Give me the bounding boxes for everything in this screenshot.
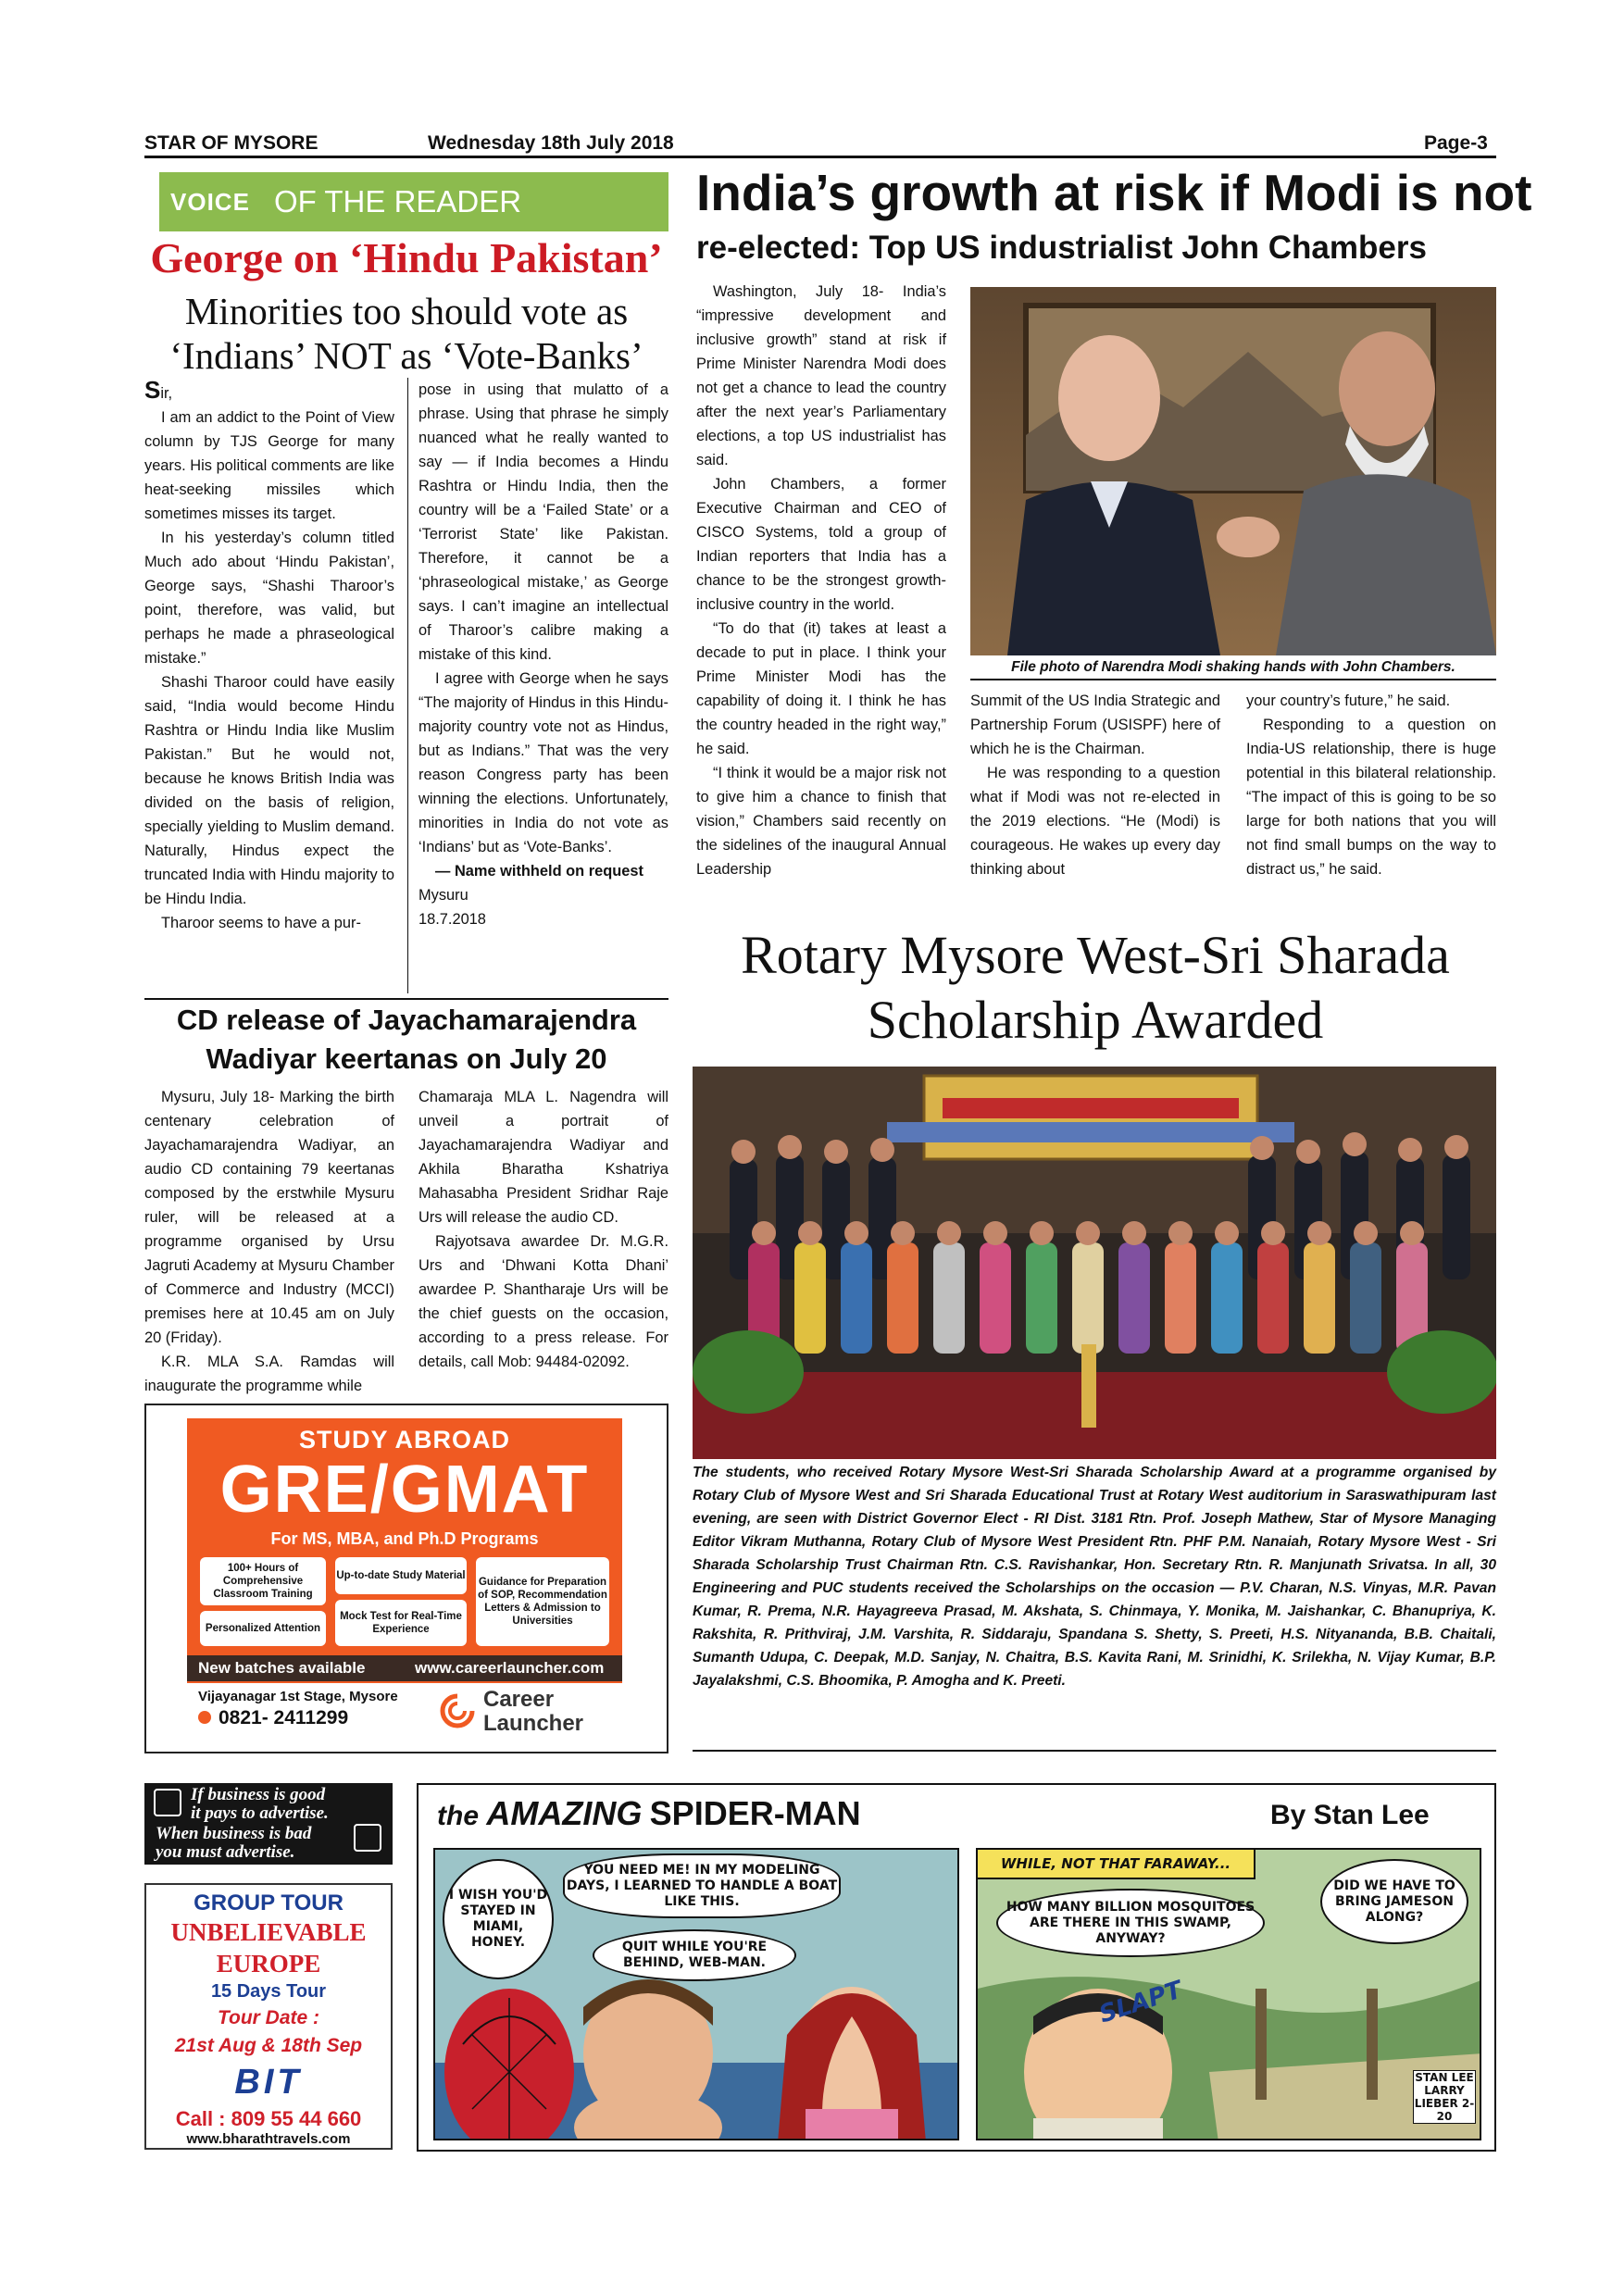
tour-line-5: Tour Date : xyxy=(217,2007,320,2028)
speech-bubble: QUIT WHILE YOU'RE BEHIND, WEB-MAN. xyxy=(593,1929,796,1981)
emblem-icon xyxy=(354,1824,381,1852)
banner-tab xyxy=(144,172,159,231)
salutation-cap: S xyxy=(144,376,161,404)
growth-para: He was responding to a question what if Modi was not re-elected in the 2019 elections. “He (Modi) is courageous. He wakes up every day thinking about xyxy=(970,765,1220,878)
cd-column-1 xyxy=(144,1085,394,1398)
tour-line-6: 21st Aug & 18th Sep xyxy=(174,2035,363,2056)
voice-of-reader-banner xyxy=(144,172,668,231)
feature-mock-test: Mock Test for Real-Time Experience xyxy=(335,1600,467,1646)
growth-para: Responding to a question on India-US relationship, there is huge potential in this bilateral relationship. “The impact of this is going to be so large for both nations that you will not find small bumps on the way to distract us,” he said. xyxy=(1246,717,1496,878)
spiderman-comic xyxy=(417,1783,1496,2152)
programs-label: For MS, MBA, and Ph.D Programs xyxy=(270,1529,539,1548)
voice-label-rest: OF THE READER xyxy=(274,184,522,218)
salutation-rest: ir, xyxy=(160,385,173,402)
tour-line-2: UNBELIEVABLE xyxy=(170,1918,367,1946)
tour-call: Call : 809 55 44 660 xyxy=(175,2107,362,2130)
voice-para: I agree with George when he says “The majority of Hindus in this Hindu-majority country vote not as Hindus, but as Indians.” That was the very reason Congress party has been winning the elections. Unfortunately, minorities in India do not vote as ‘Indians’ but as ‘Vote-Banks’. xyxy=(418,670,668,855)
voice-signdate: 18.7.2018 xyxy=(418,911,486,928)
feature-classroom: 100+ Hours of Comprehensive Classroom Training xyxy=(200,1557,326,1605)
voice-para: In his yesterday’s column titled Much ado about ‘Hindu Pakistan’, George says, “Shashi Tharoor’s point, therefore, was valid, but perhaps he made a phraseological mistake.” xyxy=(144,530,394,667)
caption-box: WHILE, NOT THAT FARAWAY... xyxy=(978,1850,1255,1879)
cd-para: Chamaraja MLA L. Nagendra will unveil a portrait of Jayachamarajendra Wadiyar and Akhila Bharatha Kshatriya Mahasabha President Sridhar Raje Urs will release the audio CD. xyxy=(418,1089,668,1226)
title-amazing: AMAZING xyxy=(486,1794,643,1832)
voice-column-2 xyxy=(418,378,668,931)
growth-column-3 xyxy=(1246,689,1496,881)
handshake-illustration xyxy=(970,287,1496,655)
voice-signoff: — Name withheld on request xyxy=(435,863,643,880)
cd-para: K.R. MLA S.A. Ramdas will inaugurate the programme while xyxy=(144,1354,394,1394)
cd-para: Mysuru, July 18- Marking the birth centenary celebration of Jayachamarajendra Wadiyar, an audio CD containing 79 keertanas composed by the erstwhile Mysuru ruler, will be released at a programme organised by Ursu Jagruti Academy at Mysuru Chamber of Commerce and Industry (MCCI) premises here at 10.45 am on July 20 (Friday). xyxy=(144,1089,394,1346)
cd-column-2 xyxy=(418,1085,668,1374)
feature-guidance: Guidance for Preparation of SOP, Recommendation Letters & Admission to Universities xyxy=(476,1557,609,1646)
gre-gmat-ad[interactable] xyxy=(144,1404,668,1753)
growth-para: John Chambers, a former Executive Chairman and CEO of CISCO Systems, told a group of Indian reporters that India has a chance to be the strongest growth-inclusive country in the world. xyxy=(696,476,946,613)
caption-rule xyxy=(970,679,1496,680)
comic-credits: STAN LEE LARRY LIEBER 2-20 xyxy=(1414,2071,1475,2123)
cd-para: Rajyotsava awardee Dr. M.G.R. Urs and ‘Dhwani Kotta Dhani’ awardee P. Shantharaje Urs will be the chief guests on the occasion, according to a press release. For details, call Mob: 94484-02092. xyxy=(418,1233,668,1370)
brand-career: Career xyxy=(483,1687,555,1712)
column-divider xyxy=(407,378,408,993)
growth-para: Summit of the US India Strategic and Partnership Forum (USISPF) here of which he is the Chairman. xyxy=(970,693,1220,757)
rotary-headline-2: Scholarship Awarded xyxy=(867,990,1324,1050)
speech-bubble: HOW MANY BILLION MOSQUITOES ARE THERE IN THIS SWAMP, ANYWAY? xyxy=(996,1889,1265,1957)
handshake-caption: File photo of Narendra Modi shaking hands with John Chambers. xyxy=(1011,659,1455,675)
rotary-group-photo xyxy=(693,1067,1496,1459)
issue-date: Wednesday 18th July 2018 xyxy=(428,132,674,154)
page-number: Page-3 xyxy=(1424,132,1488,154)
voice-para: pose in using that mulatto of a phrase. Using that phrase he simply nuanced what he really wanted to say — if India becomes a Hindu Rashtra or Hindu India, then the country will be a ‘Failed State’ or a ‘Terrorist State’ like Pakistan. Therefore, it cannot be a ‘phraseological mistake,’ as George says. I can’t imagine an intellectual of Tharoor’s calibre making a mistake of this kind. xyxy=(418,381,668,663)
study-abroad-label: STUDY ABROAD xyxy=(298,1426,510,1454)
title-spiderman: SPIDER-MAN xyxy=(649,1794,861,1832)
advertise-ad xyxy=(144,1783,393,1865)
advertise-line-3: When business is bad xyxy=(156,1824,312,1843)
comic-panel-2 xyxy=(976,1848,1481,2140)
cd-headline-1: CD release of Jayachamarajendra xyxy=(176,1004,637,1036)
voice-para: Shashi Tharoor could have easily said, “India would become Hindu Rashtra or Hindu India like Muslim Pakistan.” But he would not, because he knows British India was divided on the basis of religion, specially yielding to Muslim demand. Naturally, Hindus expect the truncated India with Hindu majority to be Hindu India. xyxy=(144,674,394,907)
voice-subhead-1: Minorities too should vote as xyxy=(184,290,629,332)
voice-para: Tharoor seems to have a pur- xyxy=(161,915,361,931)
emblem-icon xyxy=(154,1789,181,1816)
masthead-rule xyxy=(144,156,1496,158)
growth-para: “To do that (it) takes at least a decade to put in place. I think your Prime Minister Modi has the capability of doing it. I think he has the country headed in the right way,” he said. xyxy=(696,620,946,757)
comic-title xyxy=(437,1794,861,1833)
tour-line-4: 15 Days Tour xyxy=(210,1981,327,2002)
feature-attention: Personalized Attention xyxy=(200,1611,326,1646)
brand-launcher: Launcher xyxy=(483,1711,584,1736)
growth-headline-2: re-elected: Top US industrialist John Chambers xyxy=(696,230,1427,266)
gre-ad-panel xyxy=(187,1418,622,1739)
title-the: the xyxy=(437,1801,479,1831)
comic-panel-1 xyxy=(433,1848,959,2140)
feature-material: Up-to-date Study Material xyxy=(335,1557,467,1594)
speech-bubble: YOU NEED ME! IN MY MODELING DAYS, I LEARNED TO HANDLE A BOAT LIKE THIS. xyxy=(563,1853,841,1918)
voice-place: Mysuru xyxy=(418,887,468,904)
caption-rule xyxy=(693,1750,1496,1752)
group-tour-ad[interactable] xyxy=(144,1883,393,2150)
tour-web[interactable]: www.bharathtravels.com xyxy=(186,2131,351,2147)
advertise-line-2: it pays to advertise. xyxy=(191,1803,329,1823)
growth-headline-1: India’s growth at risk if Modi is not xyxy=(696,164,1532,221)
career-url[interactable]: www.careerlauncher.com xyxy=(415,1659,605,1677)
ad-address: Vijayanagar 1st Stage, Mysore xyxy=(198,1689,398,1704)
growth-para: “I think it would be a major risk not to give him a chance to finish that vision,” Chambers said recently on the sidelines of the inaugural Annual Leadership xyxy=(696,765,946,878)
batches-label: New batches available xyxy=(198,1659,366,1677)
voice-label-bold: VOICE xyxy=(170,188,250,216)
cd-headline-2: Wadiyar keertanas on July 20 xyxy=(206,1042,607,1075)
gre-gmat-title: GRE/GMAT xyxy=(219,1453,590,1527)
paper-name: STAR OF MYSORE xyxy=(144,132,319,154)
sound-effect: SLAPT xyxy=(1095,1976,1186,2029)
growth-para: your country’s future,” he said. xyxy=(1246,693,1451,709)
comic-byline: By Stan Lee xyxy=(1270,1800,1430,1830)
growth-column-2 xyxy=(970,689,1220,881)
voice-para: I am an addict to the Point of View column by TJS George for many years. His political comments are like heat-seeking missiles which sometimes misses its target. xyxy=(144,409,394,522)
speech-bubble: I WISH YOU'D STAYED IN MIAMI, HONEY. xyxy=(443,1859,554,1979)
advertise-line-1: If business is good xyxy=(191,1785,326,1804)
bit-logo: BIT xyxy=(234,2063,303,2102)
ad-footer xyxy=(187,1683,622,1739)
rotary-caption: The students, who received Rotary Mysore West-Sri Sharada Scholarship Award at a programme organised by Rotary Club of Mysore West and Sri Sharada Educational Trust at Rotary West auditorium in Saraswathipuram last evening, are seen with District Governor Elect - RI Dist. 3181 Rtn. Prof. Joseph Mathew, Star of Mysore Managing Editor Vikram Muthanna, Rotary Club of Mysore West President Rtn. PHF P.M. Nanaiah, Rotary Mysore West - Sri Sharada Scholarship Trust Chairman Rtn. C.S. Ravishankar, Hon. Secretary Rtn. R. Manjunath Srivatsa. In all, 30 Engineering and PUC students received the Scholarships on the occasion — P.V. Charan, N.S. Vinyas, M.R. Pavan Kumar, R. Prema, N.R. Hayagreeva Prasad, M. Akshata, S. Chinmaya, Y. Monika, M. Jaishankar, C. Bhanupriya, K. Rakshita, R. Prithviraj, J.M. Varshita, R. Siddaraju, Spandana S. Shetty, S. Preeti, H.S. Nityananda, B.B. Chaitali, Sumanth Udupa, C. Deepak, M.D. Sanjay, N. Chaitra, B.S. Kavita Rani, M. Srinidhi, K. Srilekha, N. Vijay Kumar, B.P. Jayalakshmi, C.S. Bhoomika, P. Amogha and K. Preeti. xyxy=(693,1465,1496,1689)
career-launcher-logo-icon xyxy=(439,1692,476,1729)
advertise-line-4: you must advertise. xyxy=(156,1842,295,1862)
tour-line-1: GROUP TOUR xyxy=(194,1890,344,1915)
handshake-photo xyxy=(970,287,1496,655)
growth-para: Washington, July 18- India’s “impressive development and inclusive growth” stand at risk if Prime Minister Narendra Modi does not get a chance to lead the country after the next year’s Parliamentary elections, a top US industrialist has said. xyxy=(696,283,946,468)
rotary-headline-1: Rotary Mysore West-Sri Sharada xyxy=(741,925,1450,985)
speech-bubble: DID WE HAVE TO BRING JAMESON ALONG? xyxy=(1320,1859,1468,1944)
section-rule xyxy=(144,998,668,1000)
voice-subhead-2: ‘Indians’ NOT as ‘Vote-Banks’ xyxy=(169,334,643,377)
batches-bar xyxy=(187,1655,622,1681)
growth-column-1 xyxy=(696,280,946,881)
voice-headline: George on ‘Hindu Pakistan’ xyxy=(150,234,663,281)
voice-column-1 xyxy=(144,378,394,935)
tour-line-3: EUROPE xyxy=(216,1950,321,1978)
ad-phone: 0821- 2411299 xyxy=(219,1707,349,1728)
group-illustration xyxy=(693,1067,1496,1459)
phone-icon xyxy=(198,1711,211,1724)
